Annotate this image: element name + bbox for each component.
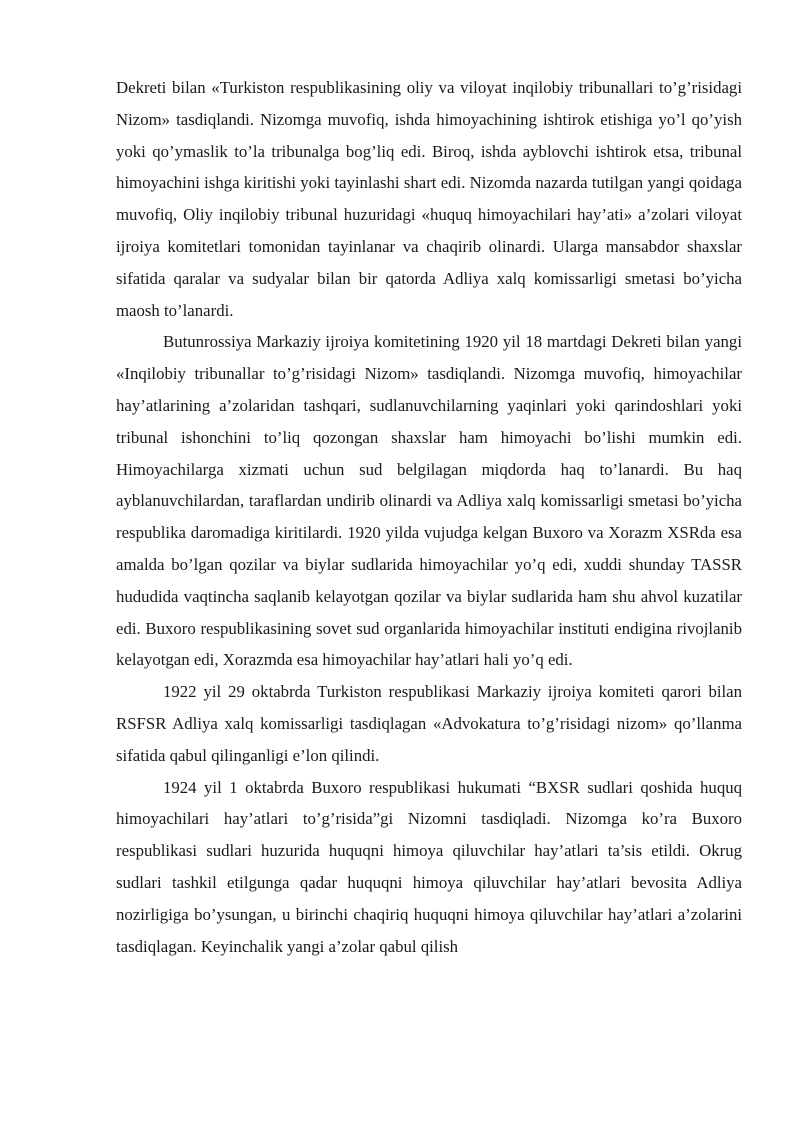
paragraph-2: Butunrossiya Markaziy ijroiya komitetining 1920 yil 18 martdagi Dekreti bilan yangi «Inqilobiy tribunallar to’g’risidagi Nizom» tasdiqlandi. Nizomga muvofiq, himoyachilar hay’atlarining a’zolaridan tashqari, sudlanuvchilarning yaqinlari yoki qarindoshlari yoki tribunal ishonchini to’liq qozongan shaxslar ham himoyachi bo’lishi mumkin edi. Himoyachilarga xizmati uchun sud belgilagan miqdorda haq to’lanardi. Bu haq ayblanuvchilardan, taraflardan undirib olinardi va Adliya xalq komissarligi smetasi bo’yicha respublika daromadiga kiritilardi. 1920 yilda vujudga kelgan Buxoro va Xorazm XSRda esa amalda bo’lgan qozilar va biylar sudlarida himoyachilar yo’q edi, xuddi shunday TASSR hududida vaqtincha saqlanib kelayotgan qozilar va biylar sudlarida ham shu ahvol kuzatilar edi. Buxoro respublikasining sovet sud organlarida himoyachilar instituti endigina rivojlanib kelayotgan edi, Xorazmda esa himoyachilar hay’atlari hali yo’q edi. bbox=[116, 332, 742, 670]
paragraph-1: Dekreti bilan «Turkiston respublikasining oliy va viloyat inqilobiy tribunallari to’g’risidagi Nizom» tasdiqlandi. Nizomga muvofiq, ishda himoyachining ishtirok etishiga yo’l qo’yish yoki qo’ymaslik to’la tribunalga bog’liq edi. Biroq, ishda ayblovchi ishtirok etsa, tribunal himoyachini ishga kiritishi yoki tayinlashi shart edi. Nizomda nazarda tutilgan yangi qoidaga muvofiq, Oliy inqilobiy tribunal huzuridagi «huquq himoyachilari hay’ati» a’zolari viloyat ijroiya komitetlari tomonidan tayinlanar va chaqirib olinardi. Ularga mansabdor shaxslar sifatida qaralar va sudyalar bilan bir qatorda Adliya xalq komissarligi smetasi bo’yicha maosh to’lanardi. bbox=[116, 78, 742, 320]
document-body bbox=[116, 72, 742, 962]
paragraph-4: 1924 yil 1 oktabrda Buxoro respublikasi hukumati “BXSR sudlari qoshida huquq himoyachilari hay’atlari to’g’risida”gi Nizomni tasdiqladi. Nizomga ko’ra Buxoro respublikasi sudlari huzurida huquqni himoya qiluvchilar hay’atlari ta’sis etildi. Okrug sudlari tashkil etilgunga qadar huquqni himoya qiluvchilar hay’atlari bevosita Adliya nozirligiga bo’ysungan, u birinchi chaqiriq huquqni himoya qiluvchilar hay’atlari a’zolarini tasdiqlagan. Keyinchalik yangi a’zolar qabul qilish bbox=[116, 777, 742, 956]
paragraph-3: 1922 yil 29 oktabrda Turkiston respublikasi Markaziy ijroiya komiteti qarori bilan RSFSR Adliya xalq komissarligi tasdiqlagan «Advokatura to’g’risidagi nizom» qo’llanma sifatida qabul qilinganligi e’lon qilindi. bbox=[116, 682, 742, 765]
